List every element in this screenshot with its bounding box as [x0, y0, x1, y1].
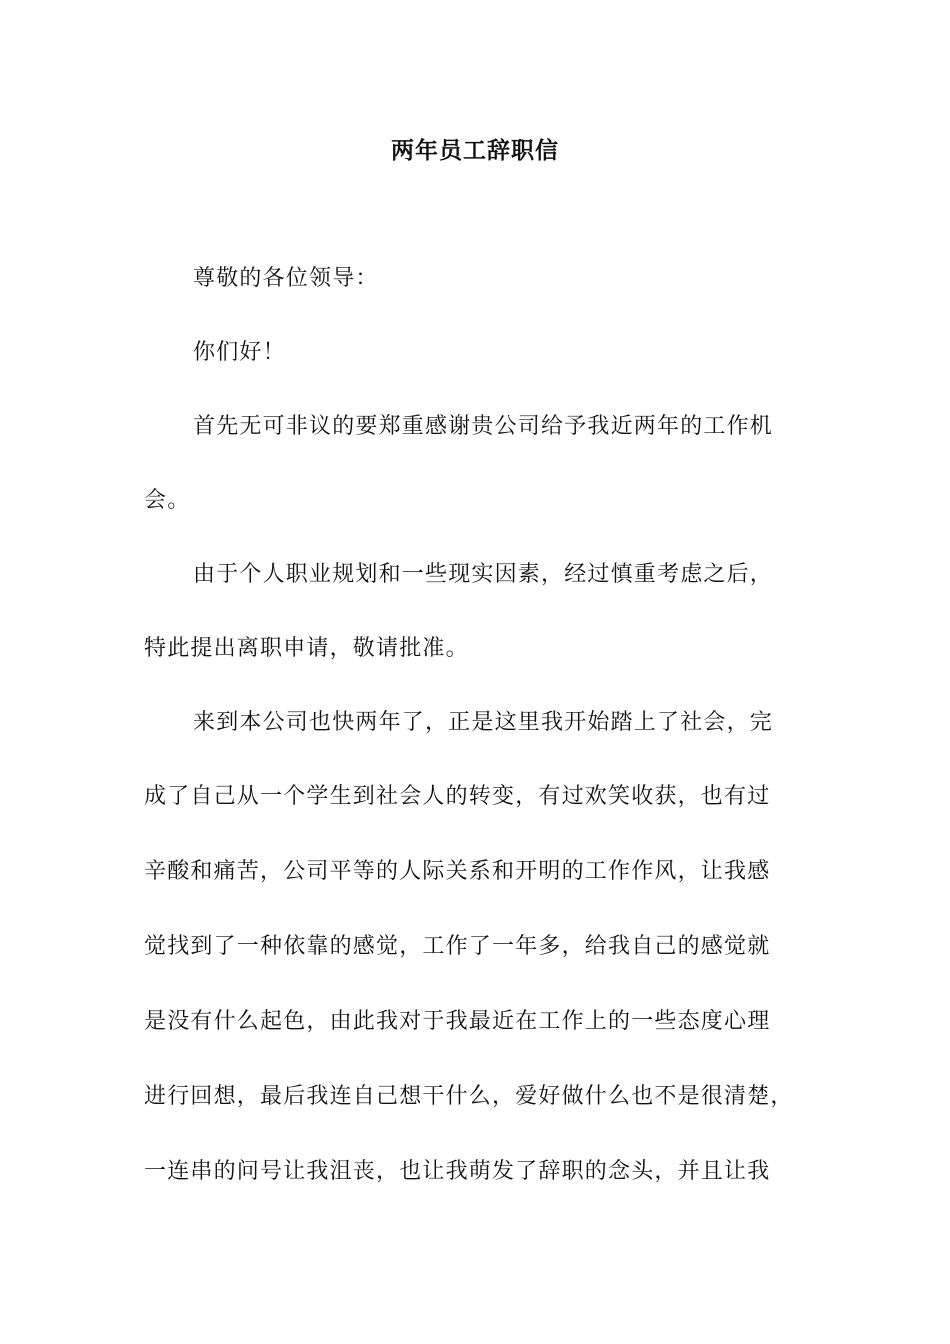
body-line: 首先无可非议的要郑重感谢贵公司给予我近两年的工作机	[193, 414, 774, 439]
page-title: 两年员工辞职信	[391, 137, 559, 164]
salutation-line: 尊敬的各位领导：	[193, 266, 379, 291]
body-line: 是没有什么起色，由此我对于我最近在工作上的一些态度心理	[144, 1009, 771, 1034]
body-line: 由于个人职业规划和一些现实因素，经过慎重考虑之后，	[193, 562, 774, 587]
body-line: 一连串的问号让我沮丧，也让我萌发了辞职的念头，并且让我	[144, 1159, 771, 1184]
body-line: 辛酸和痛苦，公司平等的人际关系和开明的工作作风，让我感	[144, 859, 771, 884]
body-line: 特此提出离职申请，敬请批准。	[144, 636, 469, 661]
body-line: 来到本公司也快两年了，正是这里我开始踏上了社会，完	[193, 710, 774, 735]
greeting-line: 你们好！	[193, 340, 286, 365]
body-line: 成了自己从一个学生到社会人的转变，有过欢笑收获，也有过	[144, 784, 771, 809]
body-line: 进行回想，最后我连自己想干什么，爱好做什么也不是很清楚，	[144, 1084, 794, 1109]
body-line: 觉找到了一种依靠的感觉，工作了一年多，给我自己的感觉就	[144, 934, 771, 959]
body-line: 会。	[144, 488, 191, 513]
